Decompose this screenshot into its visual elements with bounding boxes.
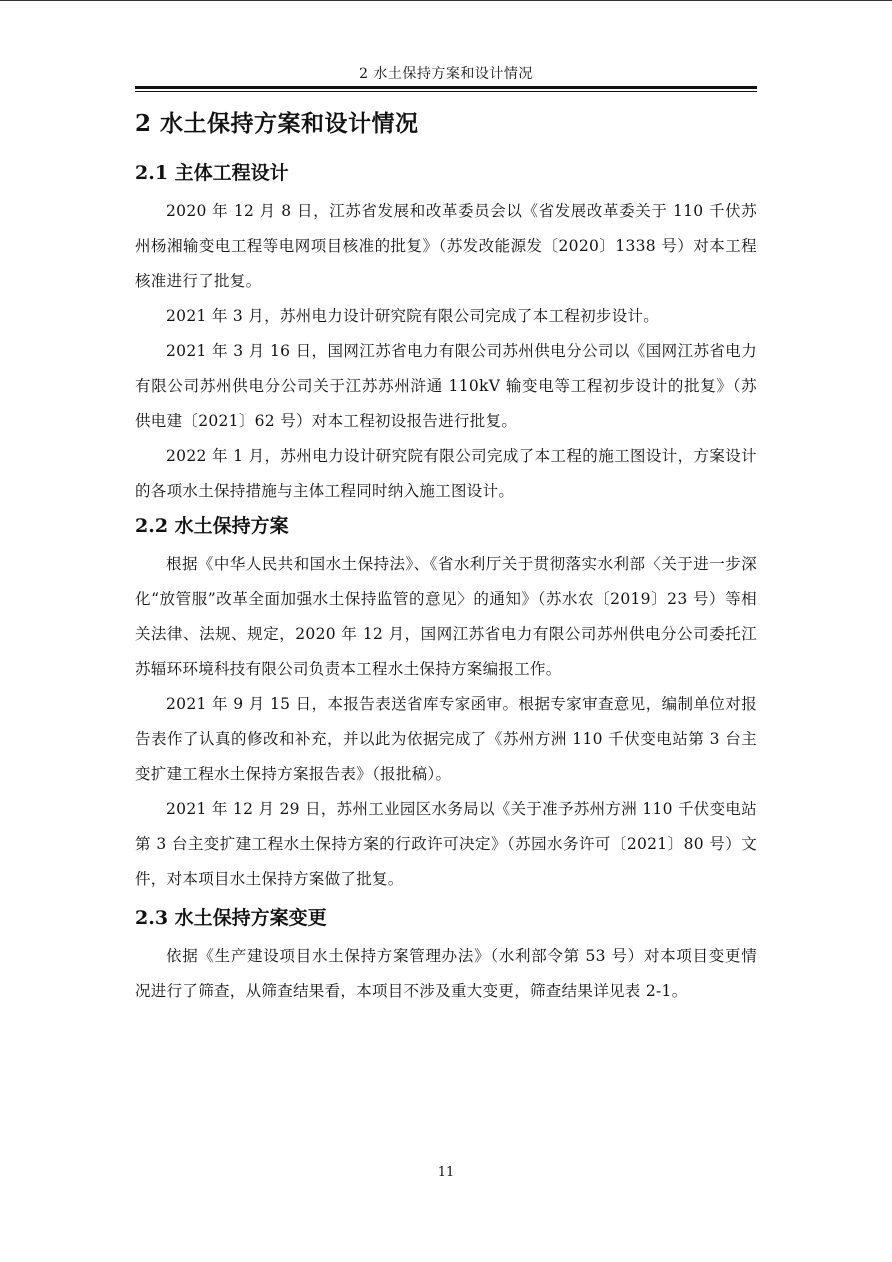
page-number: 11 [437, 1165, 455, 1180]
paragraph: 根据《中华人民共和国水土保持法》、《省水利厅关于贯彻落实水利部〈关于进一步深化“放管服”改革全面加强水土保持监管的意见〉的通知》（苏水农〔2019〕23 号）等相关法律、法规、规定，2020 年 12 月，国网江苏省电力有限公司苏州供电分公司委托江苏辐环环境科技有限公司负责本工程水土保持方案编报工作。 [135, 555, 757, 678]
chapter-title: 2 水土保持方案和设计情况 [135, 110, 419, 137]
header-rule-thick [135, 86, 757, 89]
paragraph: 2021 年 3 月，苏州电力设计研究院有限公司完成了本工程初步设计。 [166, 307, 660, 325]
section-2-3 [135, 903, 757, 1009]
section-title: 2.2 水土保持方案 [135, 515, 289, 537]
paragraph: 2021 年 9 月 15 日，本报告表送省库专家函审。根据专家审查意见，编制单位对报告表作了认真的修改和补充，并以此为依据完成了《苏州方洲 110 千伏变电站第 3 台主变扩建工程水土保持方案报告表》（报批稿）。 [135, 695, 757, 783]
paragraph: 2022 年 1 月，苏州电力设计研究院有限公司完成了本工程的施工图设计，方案设计的各项水土保持措施与主体工程同时纳入施工图设计。 [135, 447, 757, 500]
header-rule-thin [135, 91, 757, 92]
running-header: 2 水土保持方案和设计情况 [359, 66, 533, 82]
section-title: 2.1 主体工程设计 [135, 162, 289, 184]
page-top-border [0, 0, 892, 1]
paragraph: 依据《生产建设项目水土保持方案管理办法》（水利部令第 53 号）对本项目变更情况进行了筛查，从筛查结果看，本项目不涉及重大变更，筛查结果详见表 2-1。 [135, 947, 757, 1000]
paragraph: 2020 年 12 月 8 日，江苏省发展和改革委员会以《省发展改革委关于 110 千伏苏州杨湘输变电工程等电网项目核准的批复》（苏发改能源发〔2020〕1338 号）对本工程核准进行了批复。 [135, 202, 757, 290]
paragraph: 2021 年 3 月 16 日，国网江苏省电力有限公司苏州供电分公司以《国网江苏省电力有限公司苏州供电分公司关于江苏苏州浒通 110kV 输变电等工程初步设计的批复》（苏供电建〔2021〕62 号）对本工程初设报告进行批复。 [135, 342, 757, 430]
paragraph: 2021 年 12 月 29 日，苏州工业园区水务局以《关于准予苏州方洲 110 千伏变电站第 3 台主变扩建工程水土保持方案的行政许可决定》（苏园水务许可〔2021〕80 号）文件，对本项目水土保持方案做了批复。 [135, 800, 757, 888]
section-2-2 [135, 511, 757, 897]
section-2-1 [135, 158, 757, 509]
section-title: 2.3 水土保持方案变更 [135, 907, 327, 929]
document-body [135, 106, 757, 1009]
